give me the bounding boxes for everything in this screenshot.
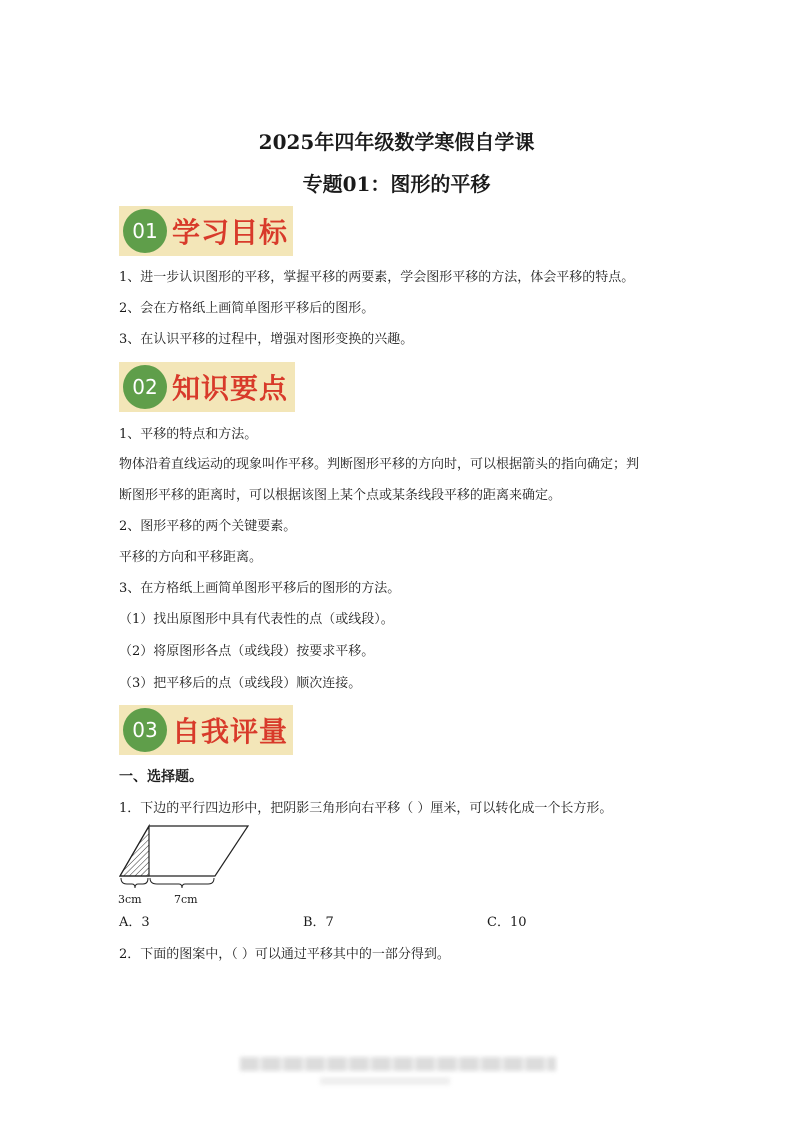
question-1: 1．下边的平行四边形中，把阴影三角形向右平移（ ）厘米，可以转化成一个长方形。 [119, 801, 613, 816]
section-header-goals [119, 206, 293, 256]
section-label: 学习目标 [172, 216, 289, 249]
figure-label-3cm: 3cm [118, 893, 142, 906]
option-b[interactable]: B．7 [303, 915, 334, 930]
section-label: 自我评量 [172, 715, 289, 748]
brace-3cm [121, 878, 148, 888]
knowledge-heading: 2、图形平移的两个关键要素。 [119, 519, 297, 534]
figure-label-7cm: 7cm [174, 893, 198, 906]
goal-item: 1、进一步认识图形的平移，掌握平移的两要素，学会图形平移的方法，体会平移的特点。 [119, 270, 635, 285]
section-label: 知识要点 [172, 372, 289, 405]
knowledge-paragraph: 平移的方向和平移距离。 [119, 550, 263, 565]
main-title: 2025年四年级数学寒假自学课 [258, 130, 535, 154]
footer-watermark-line [320, 1077, 450, 1085]
knowledge-paragraph: 断图形平移的距离时，可以根据该图上某个点或某条线段平移的距离来确定。 [119, 488, 562, 503]
shaded-triangle [120, 826, 149, 876]
knowledge-heading: 3、在方格纸上画简单图形平移后的图形的方法。 [119, 581, 401, 596]
goal-item: 2、会在方格纸上画简单图形平移后的图形。 [119, 301, 375, 316]
exercise-heading: 一、选择题。 [119, 769, 203, 785]
section-number-badge: 01 [123, 209, 167, 253]
goal-item: 3、在认识平移的过程中，增强对图形变换的兴趣。 [119, 332, 414, 347]
section-number-badge: 03 [123, 708, 167, 752]
section-header-knowledge [119, 362, 295, 412]
knowledge-step: （3）把平移后的点（或线段）顺次连接。 [119, 676, 362, 691]
option-a[interactable]: A．3 [119, 915, 150, 930]
option-c[interactable]: C．10 [487, 915, 527, 930]
question-2: 2．下面的图案中，（ ）可以通过平移其中的一部分得到。 [119, 947, 450, 962]
knowledge-paragraph: 物体沿着直线运动的现象叫作平移。判断图形平移的方向时，可以根据箭头的指向确定；判 [119, 457, 640, 472]
section-number-badge: 02 [123, 365, 167, 409]
section-header-self-assessment [119, 705, 293, 755]
footer-watermark [240, 1057, 556, 1071]
knowledge-step: （1）找出原图形中具有代表性的点（或线段）。 [119, 612, 394, 627]
sub-title: 专题01：图形的平移 [302, 172, 491, 196]
brace-7cm [150, 878, 214, 888]
knowledge-heading: 1、平移的特点和方法。 [119, 427, 258, 442]
knowledge-step: （2）将原图形各点（或线段）按要求平移。 [119, 644, 375, 659]
